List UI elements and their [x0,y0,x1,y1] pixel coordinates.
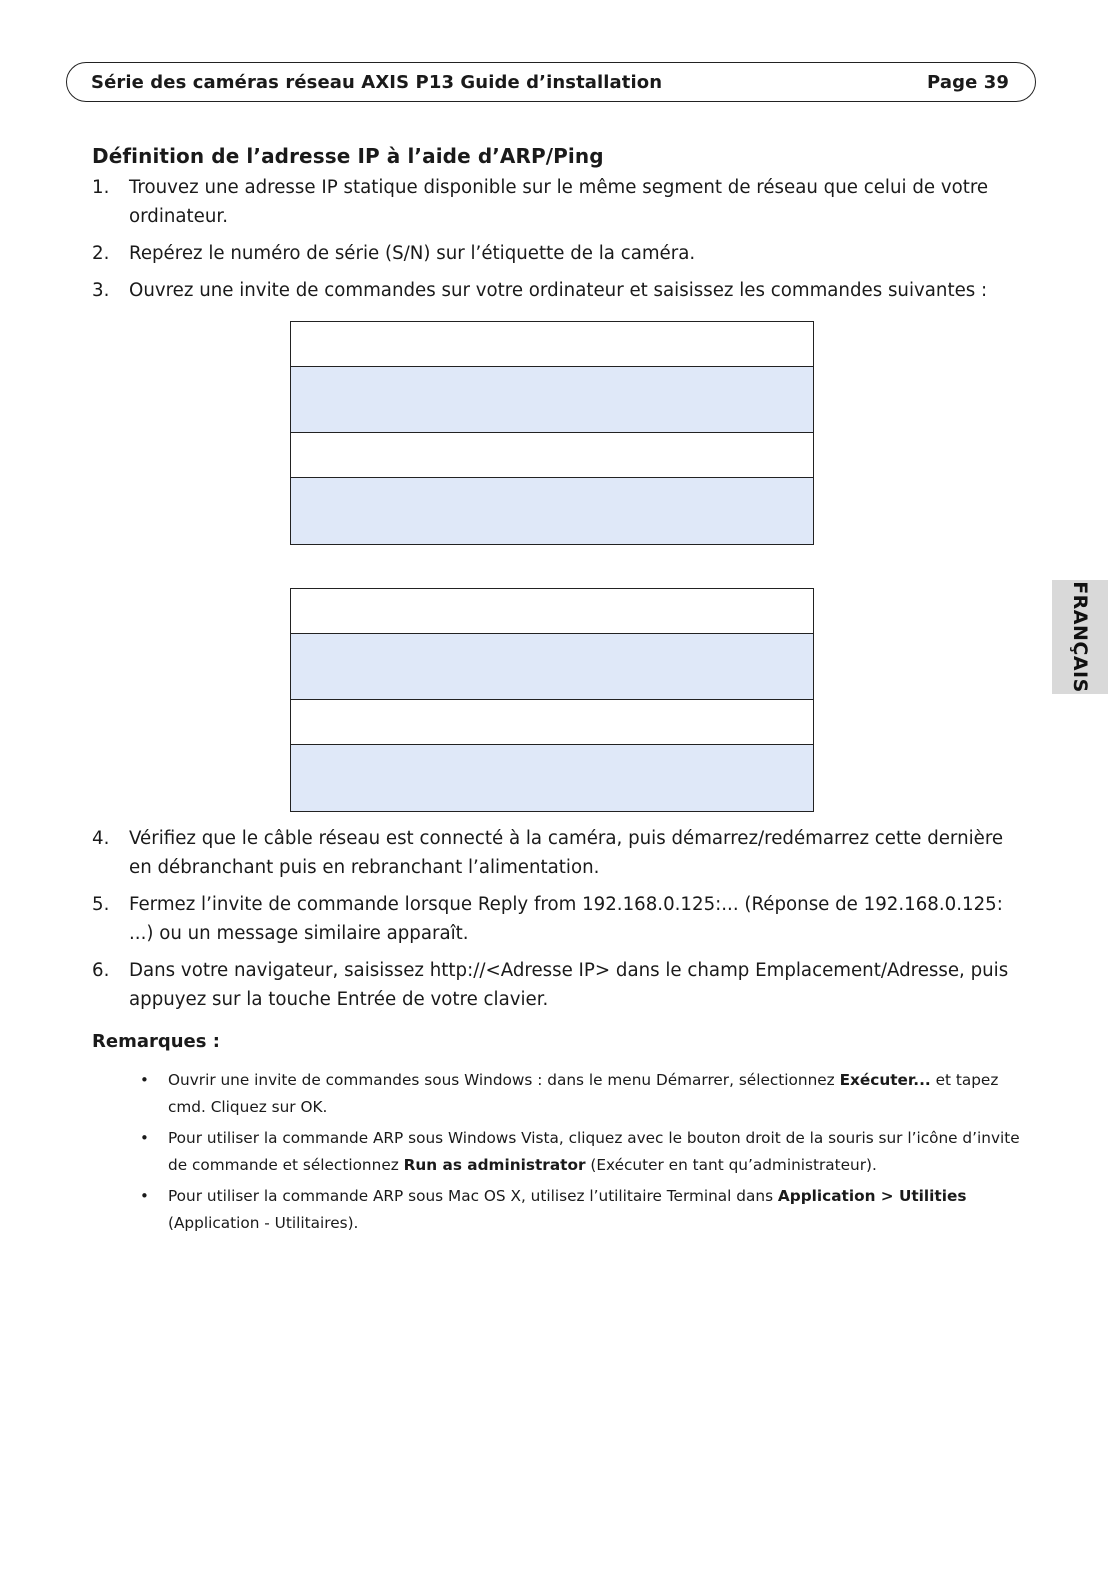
section-title: Définition de l’adresse IP à l’aide d’ARP/Ping [92,144,604,168]
note-emphasis: Application > Utilities [777,1187,967,1205]
notes-list [140,1067,1020,1241]
steps-list-after [92,824,1022,1022]
language-tab-label: FRANÇAIS [1069,581,1091,693]
step-item [92,824,1022,882]
step-text: Dans votre navigateur, saisissez http://<Adresse IP> dans le champ Emplacement/Adresse, puis appuyez sur la touche Entrée de votre clavier. [129,960,1009,1010]
note-text: Pour utiliser la commande ARP sous Windows Vista, cliquez avec le bouton droit de la souris sur l’icône d’invite de commande et sélectionnez [168,1129,1020,1174]
step-number: 5. [92,894,110,915]
command-table-row [291,478,813,544]
command-table-row [291,367,813,433]
note-text: (Exécuter en tant qu’administrateur). [585,1156,877,1174]
step-text: Fermez l’invite de commande lorsque Reply from 192.168.0.125:... (Réponse de 192.168.0.125: ...) ou un message similaire apparaît. [129,894,1003,944]
command-table-unix [290,588,814,812]
bullet-icon: • [140,1187,149,1205]
step-number: 2. [92,243,110,264]
step-text: Repérez le numéro de série (S/N) sur l’étiquette de la caméra. [129,243,696,264]
step-number: 6. [92,960,110,981]
step-number: 3. [92,280,110,301]
page-number: Page 39 [927,71,1009,93]
step-item [92,239,1022,268]
note-emphasis: Run as administrator [403,1156,586,1174]
step-number: 4. [92,828,110,849]
command-table-header [291,433,813,478]
step-item [92,956,1022,1014]
step-item [92,173,1022,231]
command-table-row [291,745,813,811]
note-item [140,1067,1020,1121]
step-text: Trouvez une adresse IP statique disponible sur le même segment de réseau que celui de votre ordinateur. [129,177,989,227]
step-item [92,890,1022,948]
step-item [92,276,1022,305]
page-header [66,62,1036,102]
command-table-header [291,322,813,367]
note-text: Ouvrir une invite de commandes sous Windows : dans le menu Démarrer, sélectionnez [168,1071,840,1089]
command-table-row [291,634,813,700]
steps-list-before [92,173,1022,313]
notes-title: Remarques : [92,1031,220,1052]
step-text: Ouvrez une invite de commandes sur votre ordinateur et saisissez les commandes suivantes : [129,280,988,301]
command-table-windows [290,321,814,545]
note-item [140,1125,1020,1179]
step-number: 1. [92,177,110,198]
note-text: Pour utiliser la commande ARP sous Mac OS X, utilisez l’utilitaire Terminal dans [168,1187,778,1205]
note-text: et tapez cmd. Cliquez sur OK. [168,1071,999,1116]
language-tab [1052,580,1108,694]
command-table-header [291,589,813,634]
note-emphasis: Exécuter... [839,1071,931,1089]
bullet-icon: • [140,1071,149,1089]
command-table-header [291,700,813,745]
step-text: Vérifiez que le câble réseau est connecté à la caméra, puis démarrez/redémarrez cette dernière en débranchant puis en rebranchant l’alimentation. [129,828,1004,878]
bullet-icon: • [140,1129,149,1147]
note-item [140,1183,1020,1237]
document-title: Série des caméras réseau AXIS P13 Guide d’installation [91,71,663,93]
note-text: (Application - Utilitaires). [168,1214,359,1232]
